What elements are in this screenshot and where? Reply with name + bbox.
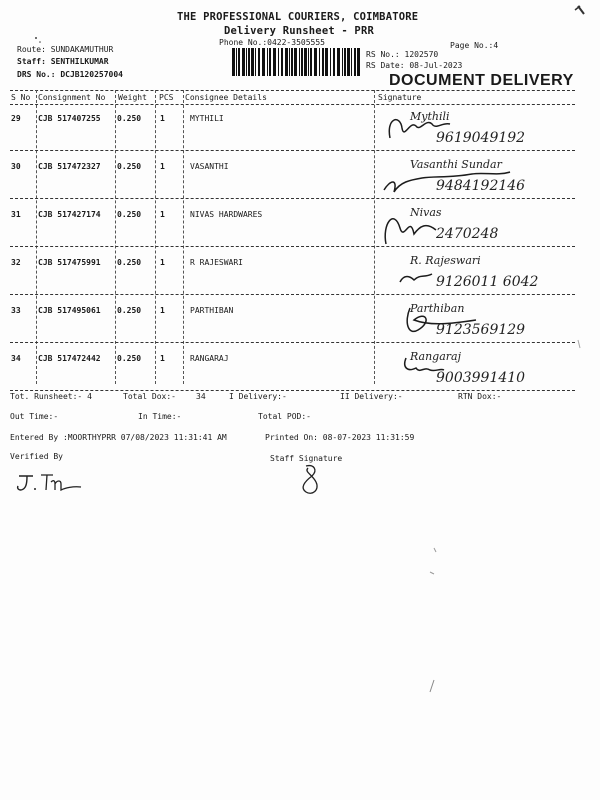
row-weight: 0.250 (117, 162, 142, 171)
row-sno: 33 (11, 306, 21, 315)
row-consignee: NIVAS HARDWARES (190, 210, 263, 219)
drs-number: DRS No.: DCJB120257004 (17, 70, 123, 79)
col-header-signature: Signature (378, 93, 422, 102)
staff-label: Staff: SENTHILKUMAR (17, 57, 109, 66)
i-delivery: I Delivery:- (229, 392, 287, 401)
row-consignee: R RAJESWARI (190, 258, 243, 267)
verified-by-label: Verified By (10, 452, 63, 461)
row-weight: 0.250 (117, 258, 142, 267)
signature-name: R. Rajeswari (410, 254, 481, 267)
row-consignment-no: CJB 517427174 (38, 210, 101, 219)
row-consignment-no: CJB 517407255 (38, 114, 101, 123)
signature-phone: 2470248 (436, 226, 499, 242)
row-pcs: 1 (160, 162, 165, 171)
total-dox-value: 34 (196, 392, 206, 401)
row-pcs: 1 (160, 306, 165, 315)
row-consignment-no: CJB 517475991 (38, 258, 101, 267)
document-delivery-stamp: DOCUMENT DELIVERY (389, 72, 574, 89)
row-consignee: VASANTHI (190, 162, 229, 171)
row-consignment-no: CJB 517472327 (38, 162, 101, 171)
signature-name: Parthiban (410, 302, 465, 315)
in-time: In Time:- (138, 412, 182, 421)
signature-name: Vasanthi Sundar (410, 158, 502, 171)
total-pod: Total POD:- (258, 412, 311, 421)
col-header-consignee: Consignee Details (185, 93, 267, 102)
signature-phone: 9123569129 (436, 322, 526, 338)
total-dox-label: Total Dox:- (123, 392, 176, 401)
row-consignment-no: CJB 517472442 (38, 354, 101, 363)
ii-delivery: II Delivery:- (340, 392, 403, 401)
row-weight: 0.250 (117, 114, 142, 123)
printed-on: Printed On: 08-07-2023 11:31:59 (265, 433, 415, 442)
row-pcs: 1 (160, 258, 165, 267)
route-label: Route: SUNDAKAMUTHUR (17, 45, 114, 54)
row-sno: 32 (11, 258, 21, 267)
out-time: Out Time:- (10, 412, 59, 421)
row-sno: 31 (11, 210, 21, 219)
entered-by: Entered By :MOORTHYPRR 07/08/2023 11:31:41 AM (10, 433, 227, 442)
signature-phone: 9003991410 (436, 370, 526, 386)
phone-number: Phone No.:0422-3505555 (219, 38, 325, 47)
page-number: Page No.:4 (450, 41, 499, 50)
row-weight: 0.250 (117, 306, 142, 315)
rs-date: RS Date: 08-Jul-2023 (366, 61, 463, 70)
col-header-pcs: PCS (159, 93, 174, 102)
rtn-dox: RTN Dox:- (458, 392, 502, 401)
col-header-sno: S No (11, 93, 31, 102)
col-header-weight: Weight (118, 93, 147, 102)
row-pcs: 1 (160, 210, 165, 219)
signature-name: Mythili (410, 110, 450, 123)
row-weight: 0.250 (117, 354, 142, 363)
row-consignee: MYTHILI (190, 114, 224, 123)
signature-name: Nivas (410, 206, 442, 219)
signature-name: Rangaraj (410, 350, 462, 363)
row-weight: 0.250 (117, 210, 142, 219)
row-sno: 30 (11, 162, 21, 171)
rs-number: RS No.: 1202570 (366, 50, 439, 59)
row-pcs: 1 (160, 114, 165, 123)
signature-phone: 9126011 6042 (436, 274, 539, 290)
signature-phone: 9619049192 (436, 130, 526, 146)
company-name: THE PROFESSIONAL COURIERS, COIMBATORE (177, 11, 419, 23)
row-pcs: 1 (160, 354, 165, 363)
row-consignment-no: CJB 517495061 (38, 306, 101, 315)
row-sno: 34 (11, 354, 21, 363)
row-consignee: RANGARAJ (190, 354, 229, 363)
col-header-consignment: Consignment No (38, 93, 106, 102)
staff-signature-label: Staff Signature (270, 454, 343, 463)
row-sno: 29 (11, 114, 21, 123)
document-title: Delivery Runsheet - PRR (224, 25, 374, 37)
total-runsheet: Tot. Runsheet:- 4 (10, 392, 92, 401)
row-consignee: PARTHIBAN (190, 306, 234, 315)
signature-phone: 9484192146 (436, 178, 526, 194)
